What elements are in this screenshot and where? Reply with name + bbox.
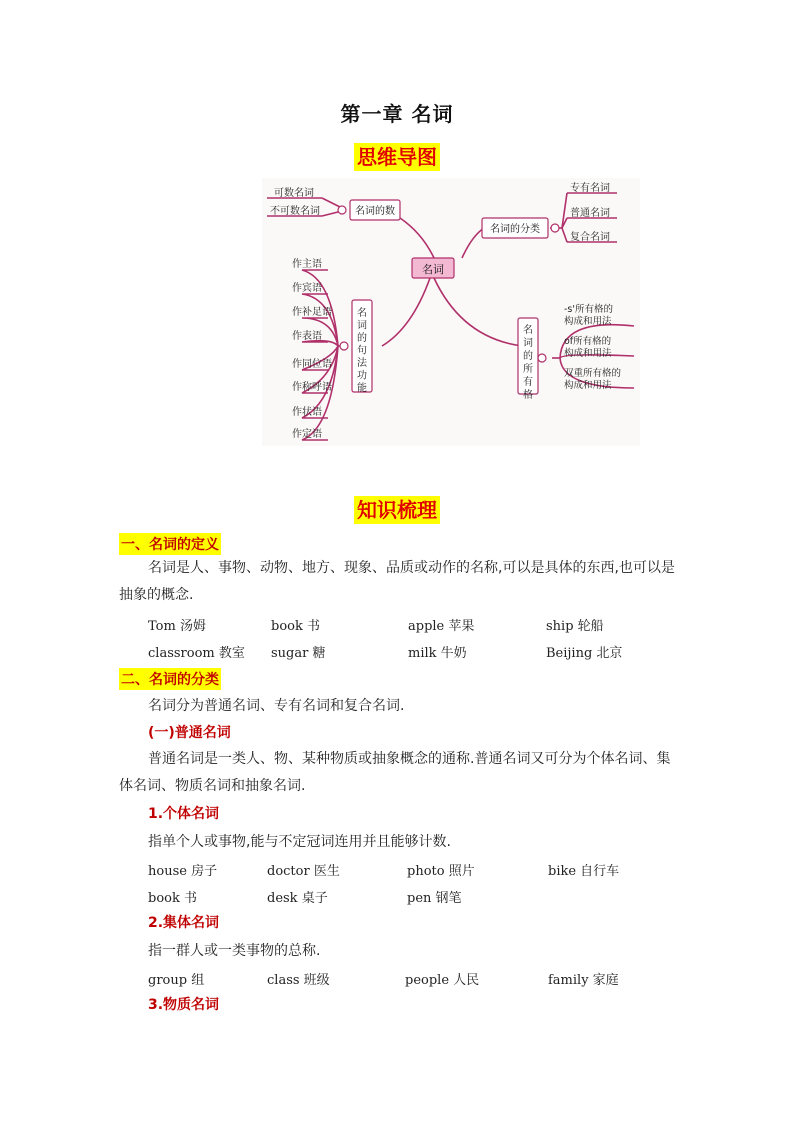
syntax-label-char: 能: [357, 383, 367, 394]
syntax-node-label: [357, 307, 368, 394]
syntax-label-char: 的: [357, 333, 367, 344]
syntax-label-char: 法: [357, 358, 367, 369]
example-word: people 人民: [405, 973, 480, 988]
example-row: [148, 615, 708, 635]
example-word: doctor 医生: [267, 864, 340, 879]
example-word: book 书: [271, 619, 320, 634]
part1-desc: 指单个人或事物,能与不定冠词连用并且能够计数.: [148, 834, 451, 850]
possessive-item: 构成和用法: [564, 380, 612, 391]
section1-paragraph: 名词是人、事物、动物、地方、现象、品质或动作的名称,可以是具体的东西,也可以是抽象的概念.: [119, 560, 675, 603]
subsection-heading: (一)普通名词: [148, 725, 231, 741]
possessive-item: 双重所有格的: [564, 368, 622, 379]
mind-map: [262, 178, 640, 446]
possessive-label-char: 词: [523, 338, 533, 349]
classification-node-label: 名词的分类: [490, 224, 540, 235]
syntax-item: 作表语: [292, 331, 322, 342]
syntax-label-char: 名: [357, 308, 367, 319]
syntax-item: 作状语: [292, 407, 322, 418]
possessive-item: 构成和用法: [564, 316, 612, 327]
classification-item: 专有名词: [570, 183, 610, 194]
example-word: bike 自行车: [548, 864, 620, 879]
example-word: Tom 汤姆: [148, 619, 206, 634]
example-word: ship 轮船: [546, 619, 604, 634]
possessive-label-char: 格: [523, 390, 533, 401]
section1-heading: 一、名词的定义: [119, 533, 221, 555]
possessive-label-char: 名: [523, 325, 533, 336]
section2-intro: 名词分为普通名词、专有名词和复合名词.: [148, 698, 405, 714]
syntax-item: 作宾语: [292, 283, 322, 294]
classification-item: 复合名词: [570, 232, 610, 243]
possessive-item: of所有格的: [564, 336, 612, 347]
example-row: [148, 860, 708, 880]
part1-heading: 1.个体名词: [148, 806, 220, 822]
knowledge-heading: [0, 494, 794, 523]
example-word: book 书: [148, 891, 197, 906]
syntax-label-char: 词: [357, 320, 367, 332]
possessive-label-char: 所: [523, 364, 533, 375]
syntax-item: 作定语: [292, 429, 322, 440]
section2-heading: 二、名词的分类: [119, 668, 221, 690]
part3-heading: 3.物质名词: [148, 997, 220, 1013]
example-word: sugar 糖: [271, 646, 326, 661]
mindmap-center-label: 名词: [422, 263, 444, 276]
number-node-label: 名词的数: [355, 206, 395, 217]
part2-heading: 2.集体名词: [148, 915, 220, 931]
example-row: [148, 642, 708, 662]
number-item: 可数名词: [274, 188, 314, 199]
possessive-label-char: 有: [523, 377, 533, 388]
number-item: 不可数名词: [270, 206, 320, 217]
example-row: [148, 969, 708, 989]
subsection-paragraph: 普通名词是一类人、物、某种物质或抽象概念的通称.普通名词又可分为个体名词、集体名词、物质名词和抽象名词.: [119, 751, 671, 794]
example-word: class 班级: [267, 973, 330, 988]
example-word: photo 照片: [407, 864, 475, 879]
syntax-label-char: 功: [357, 370, 367, 382]
part2-desc: 指一群人或一类事物的总称.: [148, 943, 321, 959]
example-word: apple 苹果: [408, 619, 475, 634]
syntax-item: 作补足语: [292, 307, 332, 318]
syntax-item: 作主语: [292, 259, 322, 270]
chapter-title: 第一章 名词: [340, 102, 454, 126]
example-word: classroom 教室: [148, 646, 245, 661]
example-word: family 家庭: [548, 973, 619, 988]
knowledge-heading-text: 知识梳理: [354, 496, 440, 524]
example-word: desk 桌子: [267, 891, 328, 906]
classification-item: 普通名词: [570, 208, 610, 219]
possessive-item: -s'所有格的: [564, 304, 613, 315]
syntax-label-char: 句: [357, 345, 367, 357]
example-word: Beijing 北京: [546, 646, 623, 661]
syntax-item: 作称呼语: [292, 382, 332, 393]
syntax-item: 作同位语: [292, 359, 332, 370]
mindmap-heading-text: 思维导图: [354, 143, 440, 171]
example-word: house 房子: [148, 864, 218, 879]
example-row: [148, 887, 708, 907]
example-word: milk 牛奶: [408, 646, 467, 661]
mindmap-heading: [0, 141, 794, 170]
possessive-item: 构成和用法: [564, 348, 612, 359]
example-word: group 组: [148, 973, 205, 988]
possessive-label-char: 的: [523, 351, 533, 362]
example-word: pen 钢笔: [407, 891, 462, 906]
